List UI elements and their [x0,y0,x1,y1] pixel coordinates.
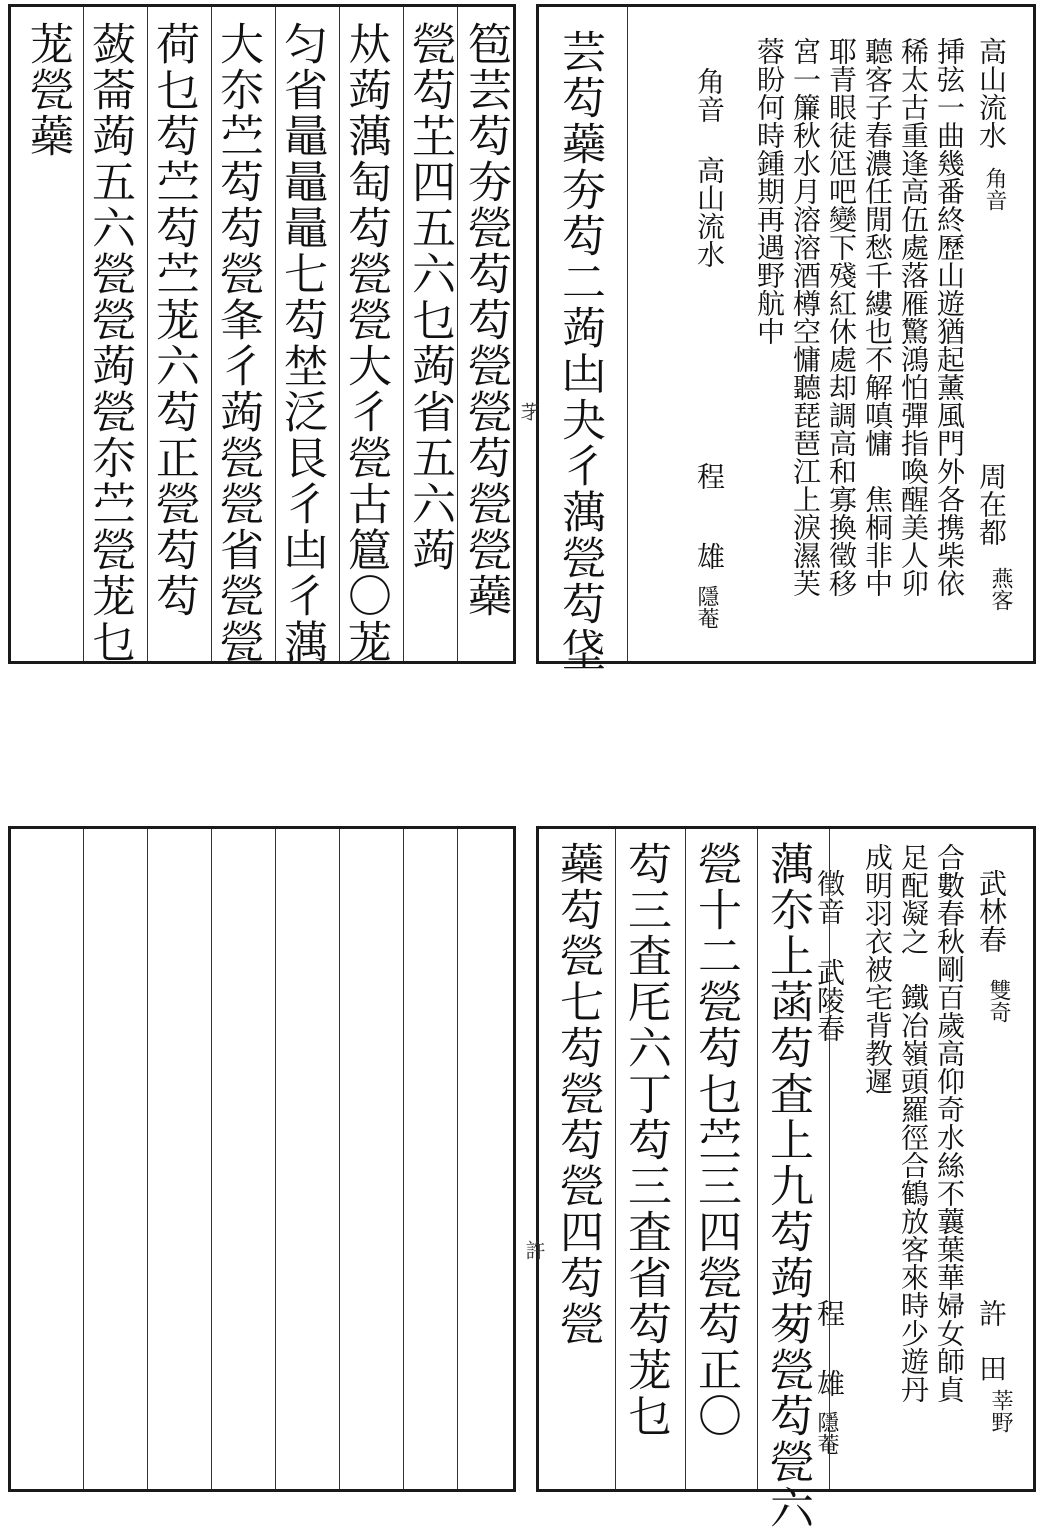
lyric-line-6: 蓉盼何時鍾期再遇野航中 [753,37,786,345]
column-rule [457,7,458,661]
lyric-line-2: 稀太古重逢高伍處落雁驚鴻怕彈指喚醒美人卯 [897,37,930,597]
gutter-mark-bottom: 許 [522,1240,546,1260]
column-rule [339,829,340,1489]
notation-line-3: 夶蒟蕅匋芶甇甇大彳甇古簄〇茏 [340,21,391,665]
column-rule [275,829,276,1489]
editor-name: 程 [693,462,726,490]
column-rule [403,829,404,1489]
editor-studio: 隱菴 [694,585,719,629]
column-rule [627,7,628,661]
lyric-line-1: 合數春秋剛百歲高仰奇水絲不蘘葉華婦女師貞 [933,843,966,1403]
tune-subtitle: 角音 高山流水 [693,67,726,268]
mode-note: 雙奇 [986,979,1011,1023]
editor-given-name: 雄 [813,1369,846,1397]
column-rule [211,829,212,1489]
notation-line-8: 茏甇蘃 [22,21,73,159]
author-name: 周在都 [975,462,1008,546]
author-style: 莘野 [988,1389,1013,1433]
notation-line-3: 芶三査厇六丁芶三査省芶茏乜 [620,841,671,1439]
author-name: 許 [975,1299,1008,1327]
top-right-page [536,4,1036,673]
editor-name: 程 [813,1299,846,1327]
editor-studio: 隱菴 [814,1411,839,1455]
notation-line-2: 甇十二甇芶乜苎三四甇芶正〇 [690,841,741,1439]
bottom-right-page [536,826,1036,1531]
lyric-line-3: 聽客子春濃任閒愁千縷也不解嗔慵 焦桐非中 [861,37,894,597]
column-rule [83,829,84,1489]
tune-title: 武林春 [975,869,1008,953]
notation-line-1: 笣芸芶夯甇芶芶甇甇芶甇甇蘃 [460,21,511,619]
notation-line-1: 蕅夵上菡芶査上九芶蒟茐甇芶甇六 [762,841,813,1531]
editor-given-name: 雄 [693,542,726,570]
column-rule [829,829,830,1489]
tune-title: 高山流水 [975,37,1008,149]
notation-line-5: 大夵苎芶芶甇夆彳蒟甇甇省甇甇 [212,21,263,665]
column-rule [457,829,458,1489]
column-rule [147,829,148,1489]
tune-subtitle: 徵音 武陵春 [813,869,846,1042]
lyric-line-3: 成明羽衣被宅背教遲 [861,843,894,1095]
column-rule [757,829,758,1489]
author-style: 燕客 [988,567,1013,611]
lyric-line-5: 宮一簾秋水月溶溶酒樽空慵聽琵琶江上淚濕芙 [789,37,822,597]
lyric-line-2: 足配凝之 鐵冶嶺頭羅徑合鶴放客來時少遊丹 [897,843,930,1403]
lyric-line-1: 挿弦一曲幾番終歷山遊猶起薰風門外各携柴依 [933,37,966,597]
notation-line-4: 蘃芶甇七芶甇芶甇四芶甇 [552,841,603,1347]
gutter-mark-top: 𦬁 [518,400,542,420]
author-given-name: 田 [975,1354,1008,1382]
notation-line: 芸芶蘃夯芶二蒟凷夬彳蕅甇芶垡 [554,29,605,673]
notation-line-7: 蔹菕蒟五六甇甇蒟甇夵苎甇茏乜 [84,21,135,665]
bottom-left-page [8,826,516,1492]
notation-line-4: 匀省鼂鼂鼂七芶埜泛艮彳凷彳蕅 [276,21,327,665]
notation-line-6: 荷乜芶苎芶苎茏六芶正甇芶芶 [148,21,199,619]
mode-note: 角音 [982,167,1007,211]
column-rule [615,829,616,1489]
lyric-line-4: 耶青眼徒尩吧變下殘紅休處却調高和寡換徵移 [825,37,858,597]
notation-line-2: 甇芶芏四五六乜蒟省五六蒟 [404,21,455,573]
column-rule [685,829,686,1489]
top-left-page [8,4,516,664]
